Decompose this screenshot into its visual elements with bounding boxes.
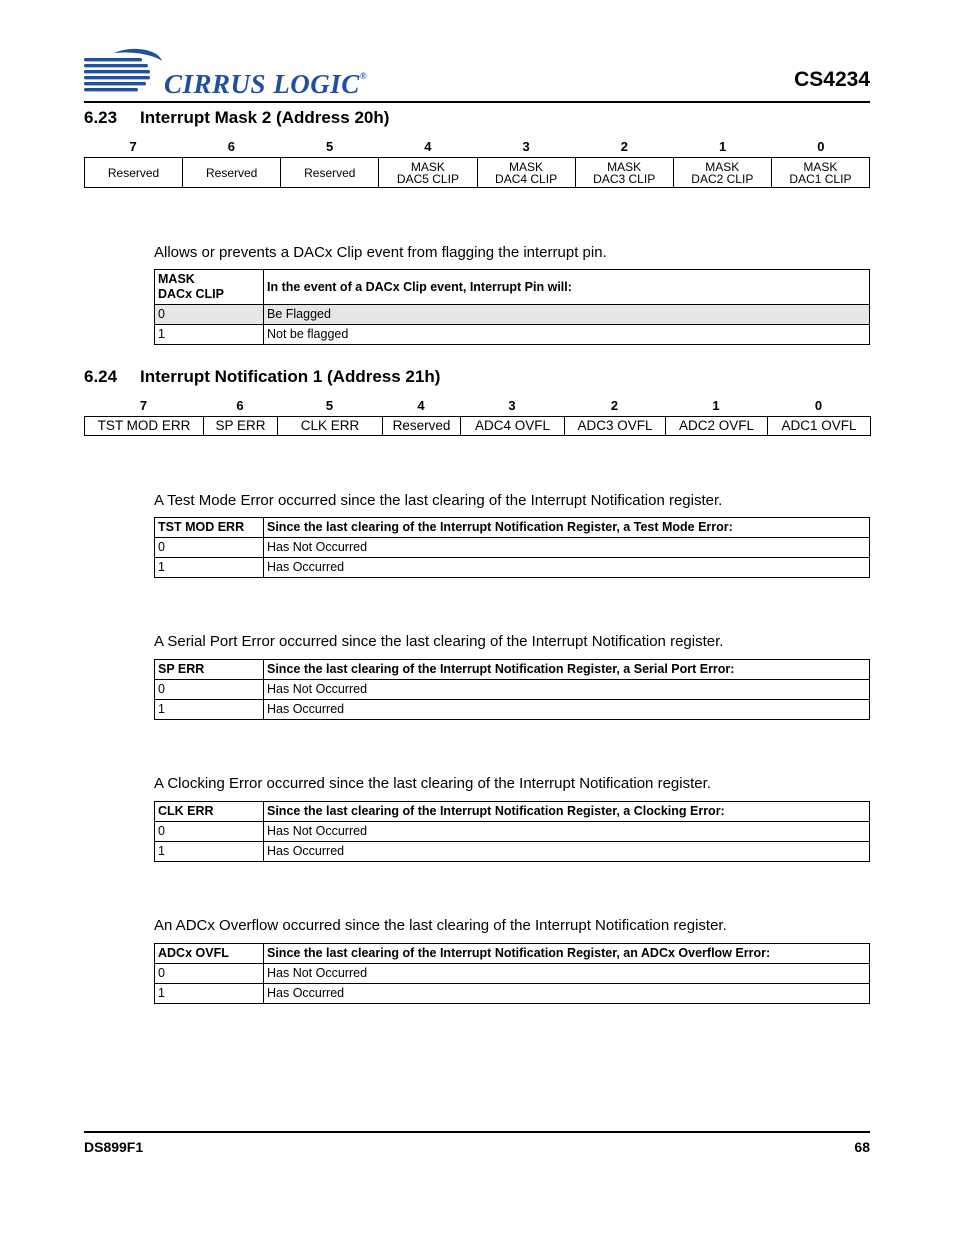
field-header-cell: In the event of a DACx Clip event, Interrupt Pin will: bbox=[264, 270, 870, 305]
meaning-cell: Has Not Occurred bbox=[264, 680, 870, 700]
register-cell: Reserved bbox=[281, 158, 379, 188]
bit-number: 1 bbox=[719, 139, 727, 154]
registered-mark: ® bbox=[359, 71, 368, 81]
bit-number: 5 bbox=[325, 398, 334, 413]
bit-number-row bbox=[84, 398, 870, 414]
value-cell: 0 bbox=[155, 305, 264, 325]
register-cell: MASK DAC4 CLIP bbox=[477, 158, 575, 188]
value-cell: 0 bbox=[155, 680, 264, 700]
table-row bbox=[155, 305, 870, 325]
field-name-cell: CLK ERR bbox=[155, 802, 264, 822]
field-name-cell: MASK DACx CLIP bbox=[155, 270, 264, 305]
value-cell: 1 bbox=[155, 325, 264, 345]
register-cell: SP ERR bbox=[204, 417, 278, 436]
meaning-cell: Has Not Occurred bbox=[264, 964, 870, 984]
field-table-sp-err bbox=[154, 659, 870, 720]
section-heading-6-23 bbox=[84, 108, 389, 128]
field-description: An ADCx Overflow occurred since the last clearing of the Interrupt Notification register. bbox=[154, 917, 727, 934]
bit-number: 2 bbox=[610, 398, 619, 413]
meaning-cell: Has Not Occurred bbox=[264, 538, 870, 558]
bit-number-row bbox=[84, 139, 870, 154]
register-cell: MASK DAC5 CLIP bbox=[379, 158, 477, 188]
field-header-cell: Since the last clearing of the Interrupt Notification Register, a Test Mode Error: bbox=[264, 518, 870, 538]
bit-number: 3 bbox=[508, 398, 516, 413]
field-header-cell: Since the last clearing of the Interrupt Notification Register, a Serial Port Error: bbox=[264, 660, 870, 680]
register-cell: ADC1 OVFL bbox=[768, 417, 871, 436]
section-number: 6.23 bbox=[84, 108, 118, 127]
section-title: Interrupt Notification 1 (Address 21h) bbox=[140, 367, 441, 386]
bit-number: 0 bbox=[814, 398, 823, 413]
register-cell: ADC4 OVFL bbox=[461, 417, 565, 436]
bit-number: 6 bbox=[236, 398, 244, 413]
field-header-cell: Since the last clearing of the Interrupt Notification Register, a Clocking Error: bbox=[264, 802, 870, 822]
register-row bbox=[85, 417, 871, 436]
meaning-cell: Has Occurred bbox=[264, 558, 870, 578]
bit-number: 7 bbox=[139, 398, 148, 413]
meaning-cell: Has Occurred bbox=[264, 842, 870, 862]
table-row bbox=[155, 558, 870, 578]
bit-number: 3 bbox=[522, 139, 530, 154]
cirrus-logic-logo bbox=[84, 47, 384, 99]
field-header-row bbox=[155, 802, 870, 822]
bit-number: 5 bbox=[326, 139, 334, 154]
logo-wordmark: CIRRUS LOGIC bbox=[164, 69, 360, 99]
meaning-cell: Be Flagged bbox=[264, 305, 870, 325]
bit-number: 7 bbox=[129, 139, 137, 154]
table-row bbox=[155, 680, 870, 700]
bit-number: 4 bbox=[417, 398, 425, 413]
field-header-cell: Since the last clearing of the Interrupt Notification Register, an ADCx Overflow Error: bbox=[264, 944, 870, 964]
value-cell: 0 bbox=[155, 964, 264, 984]
value-cell: 1 bbox=[155, 984, 264, 1004]
field-name-cell: TST MOD ERR bbox=[155, 518, 264, 538]
bit-number: 1 bbox=[712, 398, 720, 413]
field-table-clk-err bbox=[154, 801, 870, 862]
value-cell: 1 bbox=[155, 700, 264, 720]
section-title: Interrupt Mask 2 (Address 20h) bbox=[140, 108, 390, 127]
register-row bbox=[85, 158, 870, 188]
register-table-21h bbox=[84, 416, 871, 436]
field-table-mask-dacx-clip bbox=[154, 269, 870, 345]
value-cell: 0 bbox=[155, 822, 264, 842]
table-row bbox=[155, 984, 870, 1004]
bit-number: 0 bbox=[817, 139, 825, 154]
field-description: A Test Mode Error occurred since the last clearing of the Interrupt Notification register. bbox=[154, 492, 723, 509]
bit-number: 2 bbox=[620, 139, 628, 154]
register-cell: MASK DAC1 CLIP bbox=[771, 158, 869, 188]
register-cell: ADC2 OVFL bbox=[666, 417, 768, 436]
register-cell: CLK ERR bbox=[278, 417, 383, 436]
field-table-tst-mod-err bbox=[154, 517, 870, 578]
register-table-20h bbox=[84, 157, 870, 188]
section-number: 6.24 bbox=[84, 367, 118, 386]
meaning-cell: Has Not Occurred bbox=[264, 822, 870, 842]
product-name: CS4234 bbox=[794, 68, 870, 91]
value-cell: 1 bbox=[155, 842, 264, 862]
field-table-adcx-ovfl bbox=[154, 943, 870, 1004]
register-cell: TST MOD ERR bbox=[85, 417, 204, 436]
cirrus-logo-swoosh-icon bbox=[84, 47, 164, 99]
field-header-row bbox=[155, 518, 870, 538]
table-row bbox=[155, 822, 870, 842]
field-header-row bbox=[155, 270, 870, 305]
value-cell: 0 bbox=[155, 538, 264, 558]
field-header-row bbox=[155, 660, 870, 680]
bit-number: 6 bbox=[227, 139, 235, 154]
value-cell: 1 bbox=[155, 558, 264, 578]
field-description: A Clocking Error occurred since the last clearing of the Interrupt Notification register. bbox=[154, 775, 711, 792]
field-description: Allows or prevents a DACx Clip event from flagging the interrupt pin. bbox=[154, 244, 607, 261]
register-cell: Reserved bbox=[85, 158, 183, 188]
table-row bbox=[155, 700, 870, 720]
section-heading-6-24 bbox=[84, 367, 440, 387]
register-cell: MASK DAC2 CLIP bbox=[673, 158, 771, 188]
page-number: 68 bbox=[854, 1139, 870, 1155]
table-row bbox=[155, 538, 870, 558]
table-row bbox=[155, 842, 870, 862]
register-cell: ADC3 OVFL bbox=[565, 417, 666, 436]
field-header-row bbox=[155, 944, 870, 964]
table-row bbox=[155, 964, 870, 984]
footer-rule bbox=[84, 1131, 870, 1133]
register-cell: Reserved bbox=[183, 158, 281, 188]
header-rule bbox=[84, 101, 870, 103]
meaning-cell: Has Occurred bbox=[264, 984, 870, 1004]
table-row bbox=[155, 325, 870, 345]
register-cell: MASK DAC3 CLIP bbox=[575, 158, 673, 188]
bit-number: 4 bbox=[424, 139, 432, 154]
meaning-cell: Has Occurred bbox=[264, 700, 870, 720]
meaning-cell: Not be flagged bbox=[264, 325, 870, 345]
register-cell: Reserved bbox=[383, 417, 461, 436]
field-name-cell: ADCx OVFL bbox=[155, 944, 264, 964]
field-description: A Serial Port Error occurred since the last clearing of the Interrupt Notification register. bbox=[154, 633, 724, 650]
document-id: DS899F1 bbox=[84, 1139, 144, 1155]
field-name-cell: SP ERR bbox=[155, 660, 264, 680]
